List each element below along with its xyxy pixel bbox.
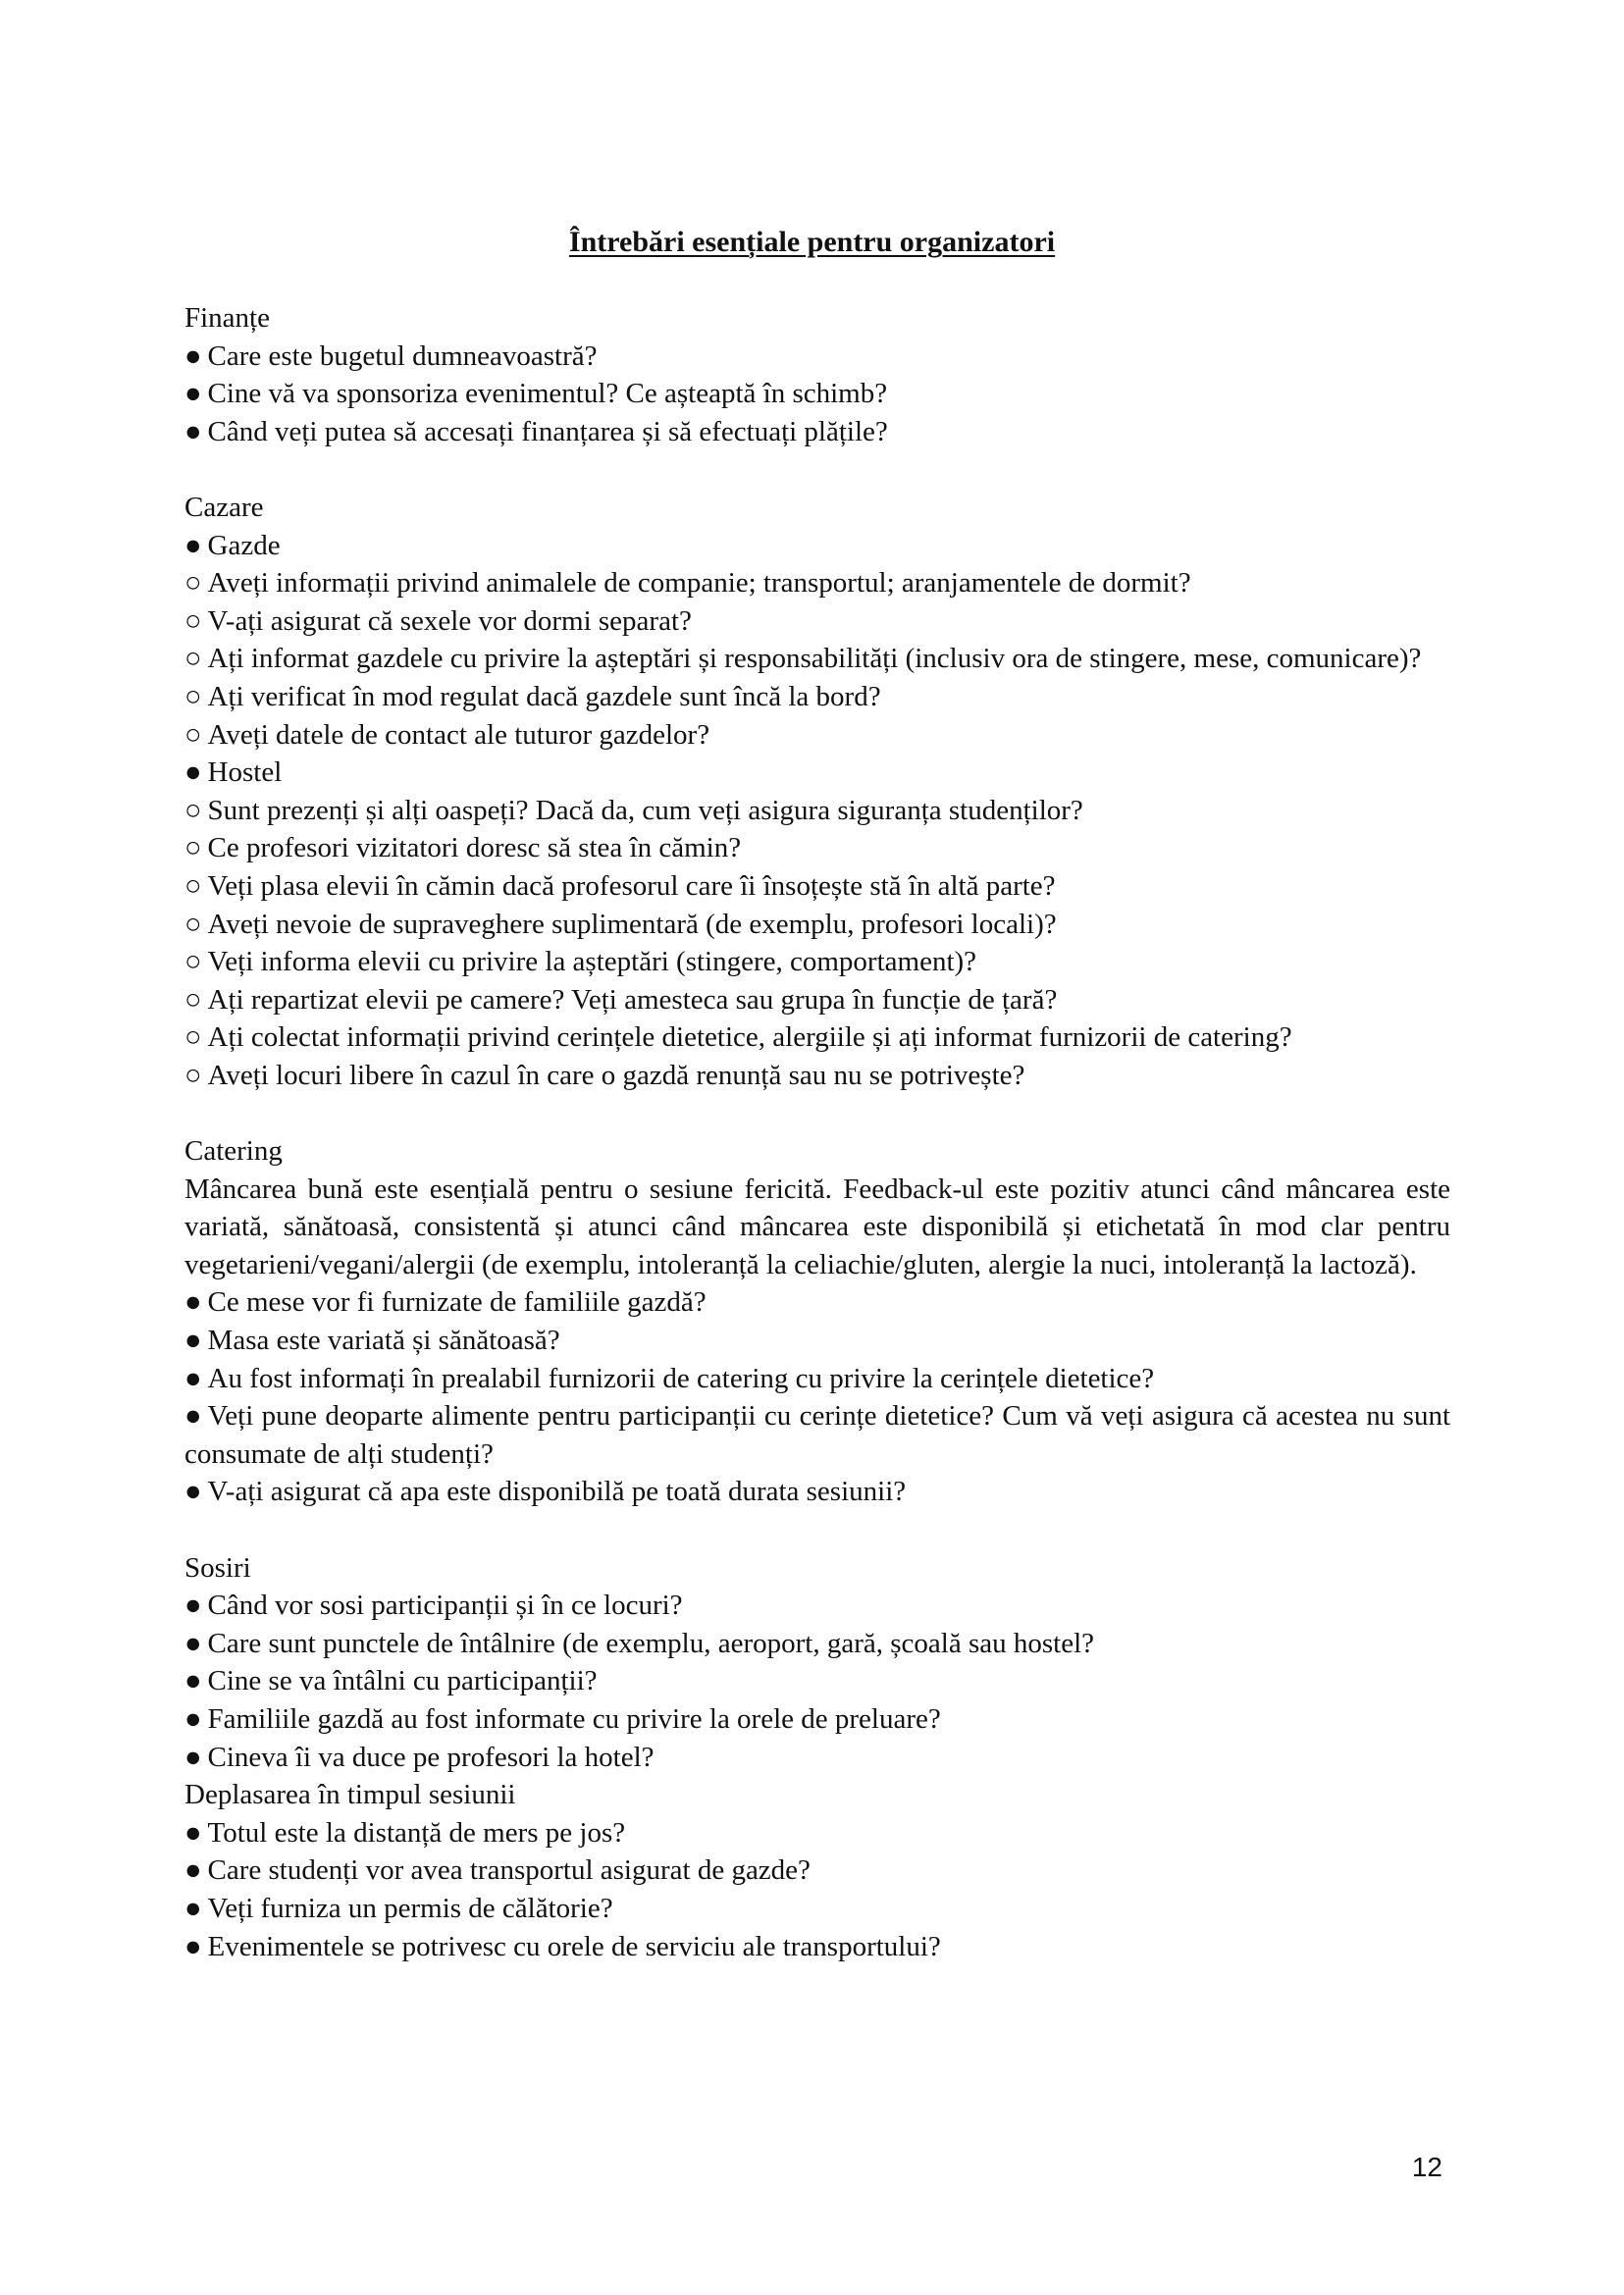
list-item: ● Care studenți vor avea transportul asigurat de gazde? [184,1852,1450,1890]
hollow-bullet-icon: ○ [184,604,202,637]
hollow-bullet-icon: ○ [184,832,202,864]
solid-bullet-icon: ● [184,1627,202,1659]
list-item: ● V-ați asigurat că apa este disponibilă pe toată durata sesiunii? [184,1473,1450,1511]
page-title: Întrebări esențiale pentru organizatori [568,226,1056,258]
list-item: ● Care sunt punctele de întâlnire (de exemplu, aeroport, gară, școală sau hostel? [184,1625,1450,1663]
solid-bullet-icon: ● [184,1930,202,1962]
solid-bullet-icon: ● [184,1892,202,1924]
solid-bullet-icon: ● [184,529,202,561]
list-item: ● Totul este la distanță de mers pe jos? [184,1814,1450,1852]
sub-list-item: ○ Veți informa elevii cu privire la așteptări (stingere, comportament)? [184,943,1450,981]
sub-list-item: ○ Ați verificat în mod regulat dacă gazdele sunt încă la bord? [184,678,1450,716]
solid-bullet-icon: ● [184,1665,202,1697]
list-item: ● Cine se va întâlni cu participanții? [184,1662,1450,1700]
sub-list-item: ○ Ați repartizat elevii pe camere? Veți amesteca sau grupa în funcție de țară? [184,981,1450,1019]
page-number: 12 [1411,2152,1442,2182]
list-item: ● Veți pune deoparte alimente pentru participanții cu cerințe dietetice? Cum vă veți asigura că acestea nu sunt consumate de alți studenți? [184,1397,1450,1473]
section-heading-catering: Catering [184,1135,283,1168]
list-item: ● Au fost informați în prealabil furnizorii de catering cu privire la cerințele dietetice? [184,1360,1450,1398]
hollow-bullet-icon: ○ [184,1021,202,1054]
hollow-bullet-icon: ○ [184,794,202,826]
sub-list-item: ○ Sunt prezenți și alți oaspeți? Dacă da, cum veți asigura siguranța studenților? [184,792,1450,830]
list-item: ● Familiile gazdă au fost informate cu privire la orele de preluare? [184,1700,1450,1739]
hollow-bullet-icon: ○ [184,643,202,675]
solid-bullet-icon: ● [184,1476,202,1508]
sub-list-item: ○ Ce profesori vizitatori doresc să stea în cămin? [184,829,1450,867]
solid-bullet-icon: ● [184,1590,202,1622]
solid-bullet-icon: ● [184,1702,202,1735]
sub-list-item: ○ Aveți informații privind animalele de companie; transportul; aranjamentele de dormit? [184,564,1450,602]
section-heading-cazare: Cazare [184,491,264,523]
list-item: ● Gazde [184,527,1450,565]
hollow-bullet-icon: ○ [184,680,202,712]
hollow-bullet-icon: ○ [184,946,202,978]
sub-list-item: ○ V-ați asigurat că sexele vor dormi separat? [184,602,1450,641]
section-sosiri [184,1549,1450,1966]
hollow-bullet-icon: ○ [184,869,202,902]
solid-bullet-icon: ● [184,1816,202,1849]
sub-list-item: ○ Aveți nevoie de supraveghere suplimentară (de exemplu, profesori locali)? [184,906,1450,944]
subsection-heading-deplasare: Deplasarea în timpul sesiunii [184,1779,516,1811]
hollow-bullet-icon: ○ [184,567,202,600]
list-item: ● Evenimentele se potrivesc cu orele de serviciu ale transportului? [184,1928,1450,1966]
list-item: ● Cineva îi va duce pe profesori la hotel? [184,1739,1450,1777]
spacer [184,1094,1450,1132]
section-cazare [184,489,1450,1095]
sub-list-item: ○ Veți plasa elevii în cămin dacă profesorul care îi însoțește stă în altă parte? [184,867,1450,906]
hollow-bullet-icon: ○ [184,1059,202,1091]
section-catering [184,1132,1450,1511]
sub-list-item: ○ Aveți locuri libere în cazul în care o gazdă renunță sau nu se potrivește? [184,1057,1450,1095]
document-body [184,299,1450,1965]
solid-bullet-icon: ● [184,1325,202,1357]
list-item: ● Când vor sosi participanții și în ce locuri? [184,1587,1450,1625]
hollow-bullet-icon: ○ [184,908,202,940]
list-item: ● Ce mese vor fi furnizate de familiile gazdă? [184,1283,1450,1322]
catering-intro-paragraph: Mâncarea bună este esențială pentru o sesiune fericită. Feedback-ul este pozitiv atunci când mâncarea este variată, sănătoasă, consistentă și atunci când mâncarea este disponibilă și etichetată în mod clar pentru vegetarieni/vegani/alergii (de exemplu, intoleranță la celiachie/gluten, alergie la nuci, intoleranță la lactoză). [184,1173,1450,1280]
solid-bullet-icon: ● [184,1741,202,1773]
solid-bullet-icon: ● [184,1854,202,1887]
solid-bullet-icon: ● [184,1286,202,1319]
solid-bullet-icon: ● [184,1362,202,1394]
list-item: ● Veți furniza un permis de călătorie? [184,1890,1450,1928]
solid-bullet-icon: ● [184,756,202,789]
section-finante [184,299,1450,450]
hollow-bullet-icon: ○ [184,983,202,1016]
solid-bullet-icon: ● [184,1400,202,1433]
list-item: ● Care este bugetul dumneavoastră? [184,338,1450,376]
list-item: ● Masa este variată și sănătoasă? [184,1322,1450,1360]
list-item: ● Cine vă va sponsoriza evenimentul? Ce așteaptă în schimb? [184,375,1450,413]
list-item: ● Când veți putea să accesați finanțarea și să efectuați plățile? [184,413,1450,451]
spacer [184,450,1450,489]
solid-bullet-icon: ● [184,415,202,447]
sub-list-item: ○ Aveți datele de contact ale tuturor gazdelor? [184,716,1450,755]
solid-bullet-icon: ● [184,378,202,410]
sub-list-item: ○ Ați colectat informații privind cerințele dietetice, alergiile și ați informat furnizorii de catering? [184,1018,1450,1057]
sub-list-item: ○ Ați informat gazdele cu privire la așteptări și responsabilități (inclusiv ora de stingere, mese, comunicare)? [184,640,1450,678]
solid-bullet-icon: ● [184,339,202,372]
hollow-bullet-icon: ○ [184,718,202,751]
spacer [184,1511,1450,1549]
section-heading-finante: Finanțe [184,302,270,334]
section-heading-sosiri: Sosiri [184,1551,251,1584]
list-item: ● Hostel [184,754,1450,792]
